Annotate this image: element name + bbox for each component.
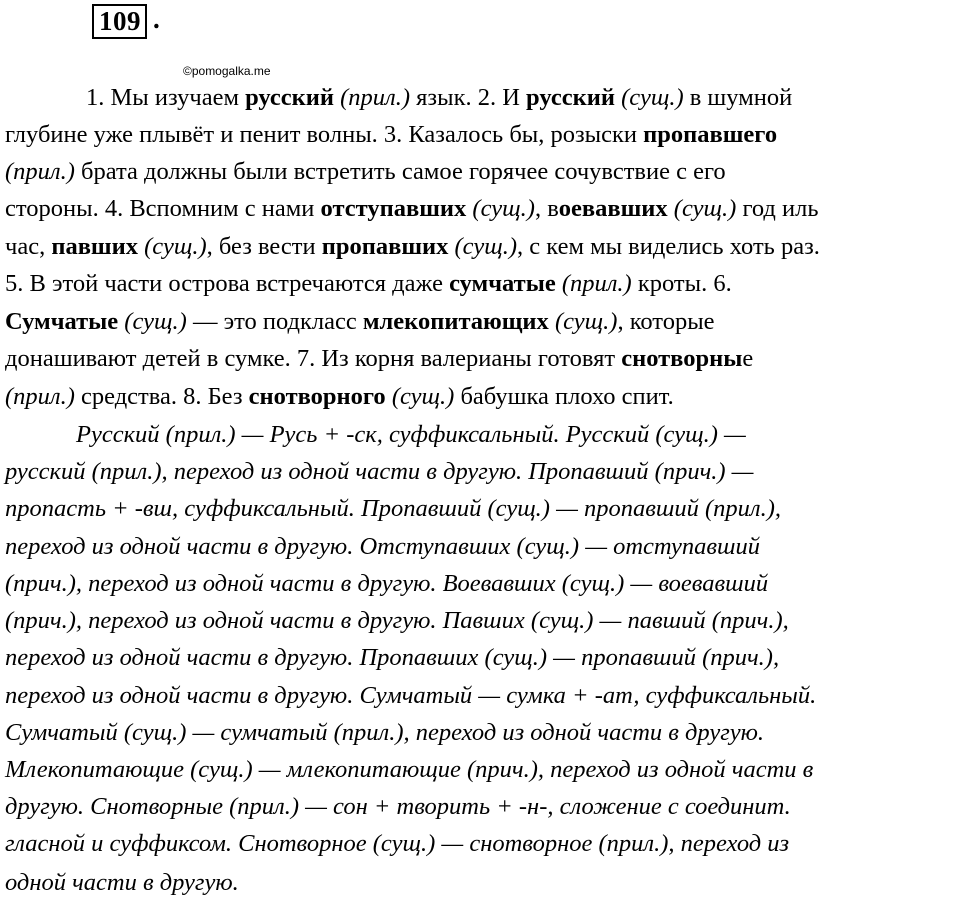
bold-word: млекопитающих bbox=[362, 308, 549, 335]
pos-note: (прил.) bbox=[5, 158, 75, 185]
bold-word: пропавших bbox=[321, 233, 449, 260]
text-line bbox=[5, 344, 753, 374]
bold-word: Сумчатые bbox=[5, 308, 119, 335]
bold-word: оевавших bbox=[558, 195, 668, 222]
text-line bbox=[5, 157, 726, 187]
text-fragment: глубине уже плывёт и пенит волны. 3. Казалось бы, розыски bbox=[5, 121, 644, 148]
pos-note: (прил.) bbox=[5, 383, 75, 410]
pos-note: (сущ.) bbox=[673, 195, 737, 222]
bold-word: снотворны bbox=[621, 345, 743, 372]
pos-note: (прил.) bbox=[561, 270, 632, 297]
analysis-line: переход из одной части в другую. Отступавших (сущ.) — отступавший bbox=[5, 533, 761, 560]
pos-note: (прил.) bbox=[340, 84, 411, 111]
text-fragment: брата должны были встретить самое горячее сочувствие с его bbox=[74, 158, 726, 185]
text-line bbox=[5, 307, 715, 337]
bold-word: русский bbox=[526, 84, 615, 111]
text-fragment: донашивают детей в сумке. 7. Из корня валерианы готовят bbox=[5, 345, 622, 372]
pos-note: (сущ.) bbox=[144, 233, 207, 260]
pos-note: (сущ.) bbox=[621, 84, 684, 111]
bold-word: сумчатые bbox=[449, 270, 556, 297]
text-fragment: кроты. 6. bbox=[631, 270, 732, 297]
text-fragment: , которые bbox=[617, 308, 715, 335]
bold-word: павших bbox=[51, 233, 138, 260]
pos-note: (сущ.) bbox=[554, 308, 618, 335]
text-line bbox=[5, 194, 819, 224]
analysis-line: переход из одной части в другую. Сумчатый — сумка + -ат, суффиксальный. bbox=[5, 682, 817, 709]
analysis-line: гласной и суффиксом. Снотворное (сущ.) — снотворное (прил.), переход из bbox=[5, 830, 790, 857]
analysis-line: пропасть + -вш, суффиксальный. Пропавший (сущ.) — пропавший (прил.), bbox=[5, 495, 782, 522]
text-fragment: 1. Мы изучаем bbox=[86, 84, 246, 111]
text-line bbox=[5, 269, 732, 299]
analysis-line: Млекопитающие (сущ.) — млекопитающие (прич.), переход из одной части в bbox=[5, 756, 814, 783]
analysis-line: русский (прил.), переход из одной части в другую. Пропавший (прич.) — bbox=[5, 458, 754, 485]
text-fragment: 5. В этой части острова встречаются даже bbox=[5, 270, 450, 297]
text-fragment: в шумной bbox=[683, 84, 793, 111]
watermark: ©pomogalka.me bbox=[183, 64, 271, 78]
analysis-line: другую. Снотворные (прил.) — сон + творить + -н-, сложение с соединит. bbox=[5, 793, 791, 820]
analysis-line: (прич.), переход из одной части в другую. Павших (сущ.) — павший (прич.), bbox=[5, 607, 789, 634]
analysis-line: Сумчатый (сущ.) — сумчатый (прил.), переход из одной части в другую. bbox=[5, 719, 765, 746]
text-line bbox=[86, 83, 792, 113]
pos-note: (сущ.) bbox=[391, 383, 455, 410]
text-fragment: , в bbox=[534, 195, 559, 222]
bold-word: отступавших bbox=[320, 195, 467, 222]
analysis-line: Русский (прил.) — Русь + -ск, суффиксальный. Русский (сущ.) — bbox=[76, 421, 746, 448]
text-fragment: стороны. 4. Вспомним с нами bbox=[5, 195, 321, 222]
text-fragment: бабушка плохо спит. bbox=[454, 383, 674, 410]
analysis-line: (прич.), переход из одной части в другую. Воевавших (сущ.) — воевавший bbox=[5, 570, 769, 597]
exercise-number bbox=[92, 4, 147, 39]
text-fragment: , с кем мы виделись хоть раз. bbox=[517, 233, 820, 260]
text-fragment: язык. 2. И bbox=[410, 84, 527, 111]
text-fragment: — это подкласс bbox=[186, 308, 363, 335]
pos-note: (сущ.) bbox=[472, 195, 535, 222]
text-fragment: е bbox=[742, 345, 754, 372]
text-fragment: , без вести bbox=[206, 233, 322, 260]
analysis-line: одной части в другую. bbox=[5, 869, 239, 896]
text-fragment: год иль bbox=[736, 195, 819, 222]
exercise-number-dot: . bbox=[153, 4, 160, 34]
text-fragment: час, bbox=[5, 233, 52, 260]
text-fragment: средства. 8. Без bbox=[74, 383, 249, 410]
text-line bbox=[5, 232, 820, 262]
bold-word: снотворного bbox=[248, 383, 386, 410]
pos-note: (сущ.) bbox=[454, 233, 518, 260]
exercise-number-value: 109 bbox=[99, 6, 141, 36]
pos-note: (сущ.) bbox=[124, 308, 187, 335]
text-line bbox=[5, 120, 777, 150]
analysis-line: переход из одной части в другую. Пропавших (сущ.) — пропавший (прич.), bbox=[5, 644, 780, 671]
text-line bbox=[5, 382, 674, 412]
bold-word: пропавшего bbox=[643, 121, 778, 148]
bold-word: русский bbox=[245, 84, 335, 111]
